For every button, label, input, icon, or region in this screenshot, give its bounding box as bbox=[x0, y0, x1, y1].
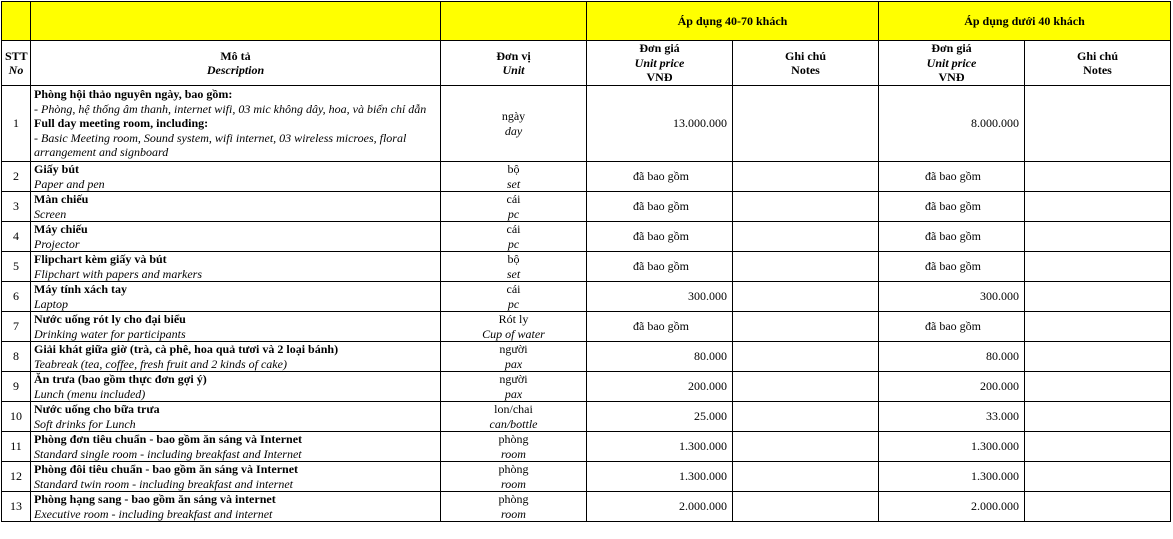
row-unit bbox=[441, 432, 587, 462]
row-notes-b bbox=[1025, 402, 1171, 432]
row-price-b: 1.300.000 bbox=[879, 462, 1025, 492]
group-header-row bbox=[2, 2, 1171, 41]
row-price-b: đã bao gồm bbox=[879, 312, 1025, 342]
row-description bbox=[31, 402, 441, 432]
row-notes-a bbox=[733, 432, 879, 462]
header-stt-vi: STT bbox=[5, 48, 28, 63]
row-price-b: 300.000 bbox=[879, 282, 1025, 312]
row-notes-b bbox=[1025, 462, 1171, 492]
row-description bbox=[31, 222, 441, 252]
header-price-vi: Đơn giá bbox=[931, 41, 972, 56]
blank-header-cell bbox=[2, 2, 31, 41]
header-notes-a bbox=[733, 41, 879, 86]
row-price-a: 25.000 bbox=[587, 402, 733, 432]
row-unit bbox=[441, 192, 587, 222]
row-description bbox=[31, 252, 441, 282]
group-header-under-40: Áp dụng dưới 40 khách bbox=[879, 2, 1171, 41]
header-unit-en: Unit bbox=[502, 63, 525, 77]
item-title-vi: Phòng đơn tiêu chuẩn - bao gồm ăn sáng và Internet bbox=[34, 432, 303, 446]
unit-vi: cái bbox=[506, 192, 521, 206]
unit-vi: lon/chai bbox=[494, 402, 533, 416]
header-unit bbox=[441, 41, 587, 86]
item-title-vi: Giấy bút bbox=[34, 162, 80, 176]
row-notes-b bbox=[1025, 342, 1171, 372]
header-stt-en: No bbox=[8, 63, 24, 77]
unit-en: pax bbox=[504, 356, 523, 371]
row-number: 11 bbox=[2, 432, 31, 462]
item-title-vi: Giải khát giữa giờ (trà, cà phê, hoa quả tươi và 2 loại bánh) bbox=[34, 342, 339, 356]
unit-vi: bộ bbox=[507, 162, 520, 176]
row-description bbox=[31, 162, 441, 192]
header-notes-b bbox=[1025, 41, 1171, 86]
unit-en: set bbox=[506, 176, 521, 191]
row-price-b: 8.000.000 bbox=[879, 86, 1025, 162]
column-header-row bbox=[2, 41, 1171, 86]
row-price-a: 300.000 bbox=[587, 282, 733, 312]
table-row bbox=[2, 462, 1171, 492]
row-price-a: 200.000 bbox=[587, 372, 733, 402]
item-detail-en: - Basic Meeting room, Sound system, wifi internet, 03 wireless microes, floral arrangement and signboard bbox=[34, 130, 407, 160]
row-notes-a bbox=[733, 192, 879, 222]
unit-en: pc bbox=[507, 296, 520, 311]
item-title-vi: Flipchart kèm giấy và bút bbox=[34, 252, 167, 266]
unit-en: set bbox=[506, 266, 521, 281]
row-unit bbox=[441, 282, 587, 312]
unit-en: pax bbox=[504, 386, 523, 401]
item-title-vi: Phòng hội thảo nguyên ngày, bao gồm: bbox=[34, 87, 233, 102]
item-title-vi: Nước uống rót ly cho đại biểu bbox=[34, 312, 186, 326]
table-row bbox=[2, 252, 1171, 282]
unit-vi: ngày bbox=[501, 109, 526, 123]
item-title-en: Drinking water for participants bbox=[34, 326, 186, 341]
row-notes-b bbox=[1025, 162, 1171, 192]
item-title-en: Standard single room - including breakfast and Internet bbox=[34, 446, 302, 461]
row-price-a: 13.000.000 bbox=[587, 86, 733, 162]
unit-vi: phòng bbox=[498, 432, 529, 446]
row-unit bbox=[441, 342, 587, 372]
header-unit-vi: Đơn vị bbox=[496, 48, 531, 63]
header-stt bbox=[2, 41, 31, 86]
row-number: 9 bbox=[2, 372, 31, 402]
row-notes-a bbox=[733, 282, 879, 312]
row-price-a: đã bao gồm bbox=[587, 222, 733, 252]
row-number: 4 bbox=[2, 222, 31, 252]
header-unit-price-a bbox=[587, 41, 733, 86]
row-number: 5 bbox=[2, 252, 31, 282]
item-title-en: Paper and pen bbox=[34, 176, 105, 191]
row-unit bbox=[441, 462, 587, 492]
table-row bbox=[2, 432, 1171, 462]
unit-vi: Rót ly bbox=[498, 312, 529, 326]
row-price-b: đã bao gồm bbox=[879, 222, 1025, 252]
blank-header-cell bbox=[441, 2, 587, 41]
row-description bbox=[31, 192, 441, 222]
item-detail-vi: - Phòng, hệ thống âm thanh, internet wifi, 03 mic không dây, hoa, và biển chỉ dẫn bbox=[34, 101, 427, 116]
header-price-currency: VNĐ bbox=[938, 70, 965, 85]
table-row bbox=[2, 342, 1171, 372]
header-price-en: Unit price bbox=[926, 55, 977, 70]
row-unit bbox=[441, 162, 587, 192]
row-notes-b bbox=[1025, 432, 1171, 462]
unit-en: room bbox=[501, 446, 526, 461]
unit-vi: cái bbox=[506, 222, 521, 236]
table-row bbox=[2, 222, 1171, 252]
table-row bbox=[2, 312, 1171, 342]
table-row bbox=[2, 402, 1171, 432]
row-number: 10 bbox=[2, 402, 31, 432]
row-number: 13 bbox=[2, 492, 31, 522]
table-row bbox=[2, 162, 1171, 192]
row-price-a: đã bao gồm bbox=[587, 162, 733, 192]
row-notes-b bbox=[1025, 492, 1171, 522]
row-unit bbox=[441, 492, 587, 522]
row-description bbox=[31, 312, 441, 342]
row-price-b: đã bao gồm bbox=[879, 192, 1025, 222]
table-row bbox=[2, 192, 1171, 222]
unit-vi: cái bbox=[506, 282, 521, 296]
unit-vi: phòng bbox=[498, 462, 529, 476]
row-description bbox=[31, 282, 441, 312]
row-number: 7 bbox=[2, 312, 31, 342]
row-notes-b bbox=[1025, 222, 1171, 252]
row-notes-a bbox=[733, 372, 879, 402]
row-notes-b bbox=[1025, 312, 1171, 342]
item-title-en: Full day meeting room, including: bbox=[34, 116, 209, 131]
header-notes-en: Notes bbox=[791, 63, 820, 77]
row-price-a: 2.000.000 bbox=[587, 492, 733, 522]
table-row bbox=[2, 372, 1171, 402]
row-number: 6 bbox=[2, 282, 31, 312]
header-price-en: Unit price bbox=[634, 55, 685, 70]
row-description bbox=[31, 462, 441, 492]
row-price-b: 200.000 bbox=[879, 372, 1025, 402]
row-notes-a bbox=[733, 402, 879, 432]
unit-vi: người bbox=[499, 372, 528, 386]
row-number: 3 bbox=[2, 192, 31, 222]
row-price-b: đã bao gồm bbox=[879, 252, 1025, 282]
row-notes-a bbox=[733, 162, 879, 192]
row-notes-a bbox=[733, 252, 879, 282]
item-title-vi: Phòng đôi tiêu chuẩn - bao gồm ăn sáng và Internet bbox=[34, 462, 299, 476]
row-notes-b bbox=[1025, 252, 1171, 282]
header-description-vi: Mô tả bbox=[220, 48, 251, 63]
unit-en: Cup of water bbox=[482, 326, 545, 341]
row-notes-b bbox=[1025, 86, 1171, 162]
row-price-a: đã bao gồm bbox=[587, 192, 733, 222]
row-unit bbox=[441, 402, 587, 432]
item-title-vi: Phòng hạng sang - bao gồm ăn sáng và internet bbox=[34, 492, 276, 506]
header-unit-price-b bbox=[879, 41, 1025, 86]
unit-en: pc bbox=[507, 236, 520, 251]
price-table bbox=[1, 1, 1171, 522]
row-notes-b bbox=[1025, 282, 1171, 312]
unit-vi: bộ bbox=[507, 252, 520, 266]
item-title-vi: Ăn trưa (bao gồm thực đơn gợi ý) bbox=[34, 372, 207, 386]
row-notes-b bbox=[1025, 372, 1171, 402]
row-number: 1 bbox=[2, 86, 31, 162]
item-title-en: Projector bbox=[34, 236, 80, 251]
row-number: 8 bbox=[2, 342, 31, 372]
row-price-a: đã bao gồm bbox=[587, 312, 733, 342]
row-notes-b bbox=[1025, 192, 1171, 222]
unit-en: room bbox=[501, 476, 526, 491]
row-description bbox=[31, 432, 441, 462]
header-notes-en: Notes bbox=[1083, 63, 1112, 77]
item-title-vi: Màn chiếu bbox=[34, 192, 89, 206]
header-price-vi: Đơn giá bbox=[639, 41, 680, 56]
item-title-vi: Máy tính xách tay bbox=[34, 282, 127, 296]
row-price-b: đã bao gồm bbox=[879, 162, 1025, 192]
header-notes-vi: Ghi chú bbox=[784, 48, 826, 63]
row-price-a: 1.300.000 bbox=[587, 432, 733, 462]
row-unit bbox=[441, 86, 587, 162]
unit-en: room bbox=[501, 506, 526, 521]
row-notes-a bbox=[733, 492, 879, 522]
row-price-b: 1.300.000 bbox=[879, 432, 1025, 462]
header-price-currency: VNĐ bbox=[646, 70, 673, 85]
unit-vi: người bbox=[499, 342, 528, 356]
unit-en: can/bottle bbox=[489, 416, 538, 431]
row-unit bbox=[441, 252, 587, 282]
table-row bbox=[2, 492, 1171, 522]
header-notes-vi: Ghi chú bbox=[1076, 48, 1118, 63]
group-header-40-70: Áp dụng 40-70 khách bbox=[587, 2, 879, 41]
item-title-en: Executive room - including breakfast and internet bbox=[34, 506, 273, 521]
row-price-a: 80.000 bbox=[587, 342, 733, 372]
table-row bbox=[2, 282, 1171, 312]
row-notes-a bbox=[733, 222, 879, 252]
row-number: 2 bbox=[2, 162, 31, 192]
item-title-en: Lunch (menu included) bbox=[34, 386, 146, 401]
row-description bbox=[31, 492, 441, 522]
item-title-vi: Nước uống cho bữa trưa bbox=[34, 402, 160, 416]
unit-en: day bbox=[504, 123, 523, 138]
row-price-b: 33.000 bbox=[879, 402, 1025, 432]
row-price-b: 80.000 bbox=[879, 342, 1025, 372]
header-description bbox=[31, 41, 441, 86]
row-number: 12 bbox=[2, 462, 31, 492]
item-title-en: Soft drinks for Lunch bbox=[34, 416, 136, 431]
unit-en: pc bbox=[507, 206, 520, 221]
row-notes-a bbox=[733, 462, 879, 492]
row-notes-a bbox=[733, 86, 879, 162]
item-title-vi: Máy chiếu bbox=[34, 222, 88, 236]
row-unit bbox=[441, 372, 587, 402]
row-price-b: 2.000.000 bbox=[879, 492, 1025, 522]
row-notes-a bbox=[733, 312, 879, 342]
row-description bbox=[31, 342, 441, 372]
row-description bbox=[31, 86, 441, 162]
row-description bbox=[31, 372, 441, 402]
item-title-en: Screen bbox=[34, 206, 67, 221]
item-title-en: Teabreak (tea, coffee, fresh fruit and 2 kinds of cake) bbox=[34, 356, 287, 371]
item-title-en: Standard twin room - including breakfast and internet bbox=[34, 476, 293, 491]
unit-vi: phòng bbox=[498, 492, 529, 506]
row-unit bbox=[441, 222, 587, 252]
blank-header-cell bbox=[31, 2, 441, 41]
row-notes-a bbox=[733, 342, 879, 372]
row-unit bbox=[441, 312, 587, 342]
header-description-en: Description bbox=[206, 63, 265, 77]
row-price-a: 1.300.000 bbox=[587, 462, 733, 492]
table-row bbox=[2, 86, 1171, 162]
row-price-a: đã bao gồm bbox=[587, 252, 733, 282]
item-title-en: Laptop bbox=[34, 296, 69, 311]
item-title-en: Flipchart with papers and markers bbox=[34, 266, 202, 281]
